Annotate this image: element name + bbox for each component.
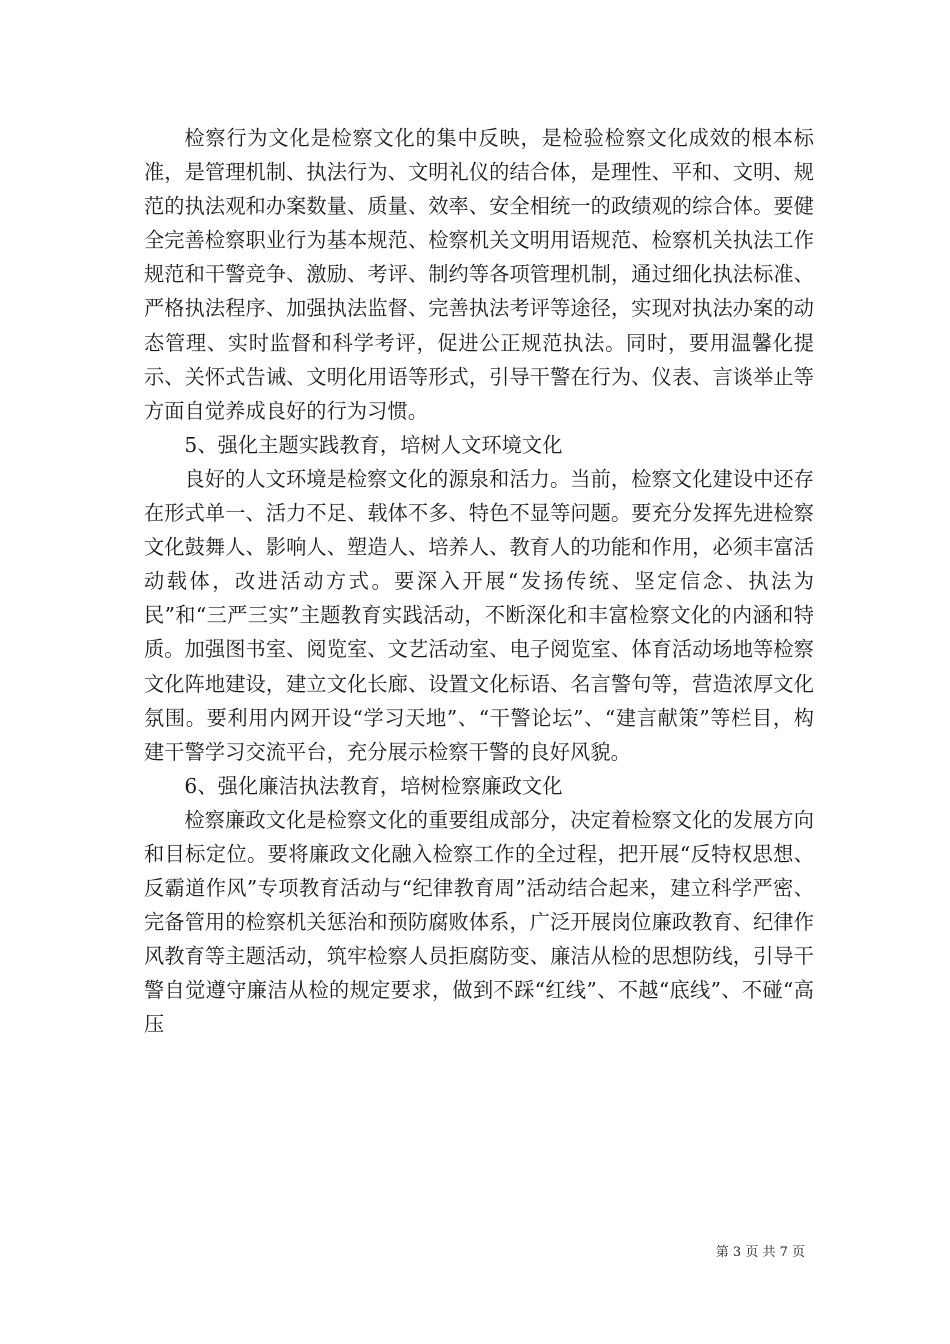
- page-number-footer: 第 3 页 共 7 页: [715, 1245, 805, 1260]
- section-heading-5: 5、强化主题实践教育，培树人文环境文化: [184, 432, 563, 457]
- section-heading-6: 6、强化廉洁执法教育，培树检察廉政文化: [184, 773, 563, 798]
- document-body: [144, 121, 814, 1042]
- body-paragraph-integrity-culture: 检察廉政文化是检察文化的重要组成部分，决定着检察文化的发展方向和目标定位。要将廉政文化融入检察工作的全过程，把开展“反特权思想、反霸道作风”专项教育活动与“纪律教育周”活动结合起来，建立科学严密、完备管用的检察机关惩治和预防腐败体系，广泛开展岗位廉政教育、纪律作风教育等主题活动，筑牢检察人员拒腐防变、廉洁从检的思想防线，引导干警自觉遵守廉洁从检的规定要求，做到不踩“红线”、不越“底线”、不碰“高压: [144, 807, 814, 1037]
- body-paragraph-behavior-culture: 检察行为文化是检察文化的集中反映，是检验检察文化成效的根本标准，是管理机制、执法行为、文明礼仪的结合体，是理性、平和、文明、规范的执法观和办案数量、质量、效率、安全相统一的政绩观的综合体。要健全完善检察职业行为基本规范、检察机关文明用语规范、检察机关执法工作规范和干警竞争、激励、考评、制约等各项管理机制，通过细化执法标准、严格执法程序、加强执法监督、完善执法考评等途径，实现对执法办案的动态管理、实时监督和科学考评，促进公正规范执法。同时，要用温馨化提示、关怀式告诫、文明化用语等形式，引导干警在行为、仪表、言谈举止等方面自觉养成良好的行为习惯。: [144, 126, 814, 423]
- body-paragraph-humanistic-environment: 良好的人文环境是检察文化的源泉和活力。当前，检察文化建设中还存在形式单一、活力不足、载体不多、特色不显等问题。要充分发挥先进检察文化鼓舞人、影响人、塑造人、培养人、教育人的功能和作用，必须丰富活动载体，改进活动方式。要深入开展“发扬传统、坚定信念、执法为民”和“三严三实”主题教育实践活动，不断深化和丰富检察文化的内涵和特质。加强图书室、阅览室、文艺活动室、电子阅览室、体育活动场地等检察文化阵地建设，建立文化长廊、设置文化标语、名言警句等，营造浓厚文化氛围。要利用内网开设“学习天地”、“干警论坛”、“建言献策”等栏目，构建干警学习交流平台，充分展示检察干警的良好风貌。: [144, 466, 814, 764]
